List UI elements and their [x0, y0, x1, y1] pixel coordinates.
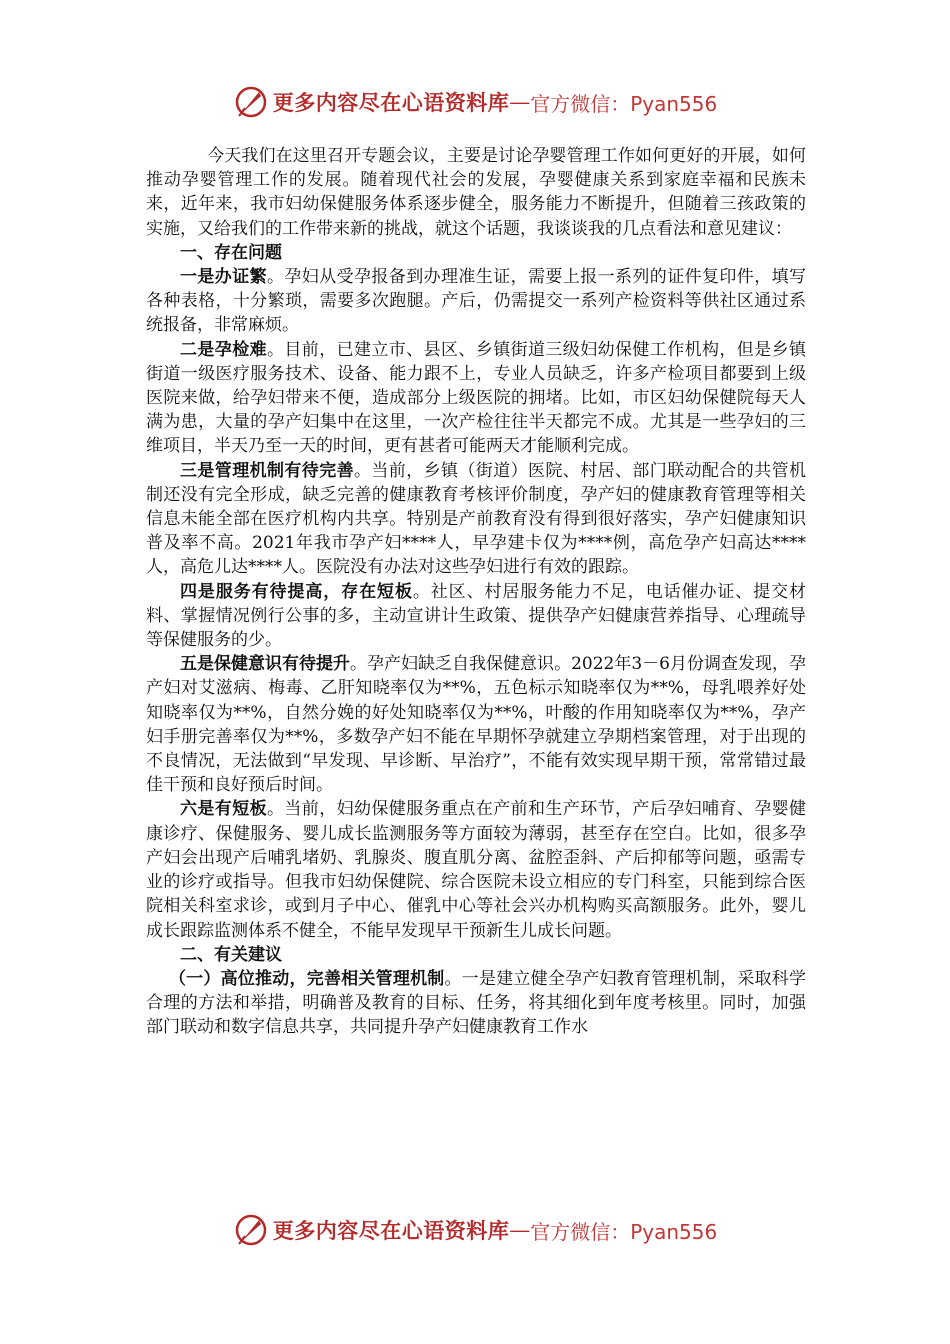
intro-paragraph: 今天我们在这里召开专题会议，主要是讨论孕婴管理工作如何更好的开展，如何推动孕婴管理工作的发展。随着现代社会的发展，孕婴健康关系到家庭幸福和民族未来，近年来，我市妇幼保健服务体系逐步健全，服务能力不断提升，但随着三孩政策的实施，又给我们的工作带来新的挑战，就这个话题，我谈谈我的几点看法和意见建议： — [146, 146, 806, 239]
suggestion-1-text: 。一是建立健全孕产妇教育管理机制，采取科学合理的方法和举措，明确普及教育的目标、任务，将其细化到年度考核里。同时，加强部门联动和数字信息共享，共同提升孕产妇健康教育工作水 — [146, 968, 807, 1038]
problem-paragraph-5 — [146, 652, 806, 797]
problem-6-lead: 六是有短板 — [180, 799, 267, 820]
watermark-separator: — — [509, 1218, 531, 1242]
problem-4-lead: 四是服务有待提高，存在短板 — [180, 581, 413, 602]
watermark-wechat: 官方微信：Pyan556 — [530, 91, 718, 116]
problem-paragraph-1 — [146, 265, 806, 338]
problem-3-lead: 三是管理机制有待完善 — [180, 460, 354, 481]
watermark-separator: — — [509, 90, 531, 114]
watermark-header — [0, 82, 950, 122]
document-body — [146, 144, 806, 1040]
problem-paragraph-6 — [146, 797, 806, 942]
section-heading-problems: 一、存在问题 — [180, 242, 282, 263]
section-heading-suggestions: 二、有关建议 — [180, 944, 282, 965]
problem-5-text: 。孕产妇缺乏自我保健意识。2022年3－6月份调查发现，孕产妇对艾滋病、梅毒、乙肝知晓率仅为**%，五色标示知晓率仅为**%，母乳喂养好处知晓率仅为**%，自然分娩的好处知晓率仅为**%，叶酸的作用知晓率仅为**%，孕产妇手册完善率仅为**%，多数孕产妇不能在早期怀孕就建立孕期档案管理，对于出现的不良情况，无法做到“早发现、早诊断、早治疗”，不能有效实现早期干预，常常错过最佳干预和良好预后时间。 — [146, 654, 806, 796]
problem-2-lead: 二是孕检难 — [180, 339, 267, 360]
suggestion-1-lead: （一）高位推动，完善相关管理机制 — [168, 968, 445, 989]
problem-5-lead: 五是保健意识有待提升 — [180, 654, 351, 675]
problem-paragraph-4 — [146, 580, 806, 653]
problem-1-text: 。孕妇从受孕报备到办理准生证，需要上报一系列的证件复印件，填写各种表格，十分繁琐，需要多次跑腿。产后，仍需提交一系列产检资料等供社区通过系统报备，非常麻烦。 — [146, 267, 806, 336]
watermark-brand: 更多内容尽在心语资料库 — [272, 1218, 510, 1243]
problem-paragraph-2 — [146, 338, 806, 459]
watermark-brand: 更多内容尽在心语资料库 — [272, 90, 510, 115]
problem-1-lead: 一是办证繁 — [180, 267, 267, 288]
problem-2-text: 。目前，已建立市、县区、乡镇街道三级妇幼保健工作机构，但是乡镇街道一级医疗服务技术、设备、能力跟不上，专业人员缺乏，许多产检项目都要到上级医院来做，给孕妇带来不便，造成部分上级医院的拥堵。比如，市区妇幼保健院每天人满为患，大量的孕产妇集中在这里，一次产检往往半天都完不成。尤其是一些孕妇的三维项目，半天乃至一天的时间，更有甚者可能两天才能顺利完成。 — [146, 339, 806, 457]
watermark-wechat: 官方微信：Pyan556 — [530, 1219, 718, 1244]
watermark-footer — [0, 1210, 950, 1250]
suggestion-paragraph-1 — [146, 967, 806, 1040]
quill-pen-logo-icon — [233, 1212, 269, 1248]
problem-paragraph-3 — [146, 459, 806, 580]
problem-4-text: 。社区、村居服务能力不足，电话催办证、提交材料、掌握情况例行公事的多，主动宣讲计生政策、提供孕产妇健康营养指导、心理疏导等保健服务的少。 — [146, 581, 807, 651]
problem-6-text: 。当前，妇幼保健服务重点在产前和生产环节，产后孕妇哺育、孕婴健康诊疗、保健服务、婴儿成长监测服务等方面较为薄弱，甚至存在空白。比如，很多孕产妇会出现产后哺乳堵奶、乳腺炎、腹直肌分离、盆腔歪斜、产后抑郁等问题，亟需专业的诊疗或指导。但我市妇幼保健院、综合医院未设立相应的专门科室，只能到综合医院相关科室求诊，或到月子中心、催乳中心等社会兴办机构购买高额服务。此外，婴儿成长跟踪监测体系不健全，不能早发现早干预新生儿成长问题。 — [146, 799, 806, 941]
problem-3-text: 。当前，乡镇（街道）医院、村居、部门联动配合的共管机制还没有完全形成，缺乏完善的健康教育考核评价制度，孕产妇的健康教育管理等相关信息未能全部在医疗机构内共享。特别是产前教育没有得到很好落实，孕产妇健康知识普及率不高。2021年我市孕产妇****人，早孕建卡仅为****例，高危孕产妇高达****人，高危儿达****人。医院没有办法对这些孕妇进行有效的跟踪。 — [146, 460, 806, 578]
quill-pen-logo-icon — [233, 84, 269, 120]
